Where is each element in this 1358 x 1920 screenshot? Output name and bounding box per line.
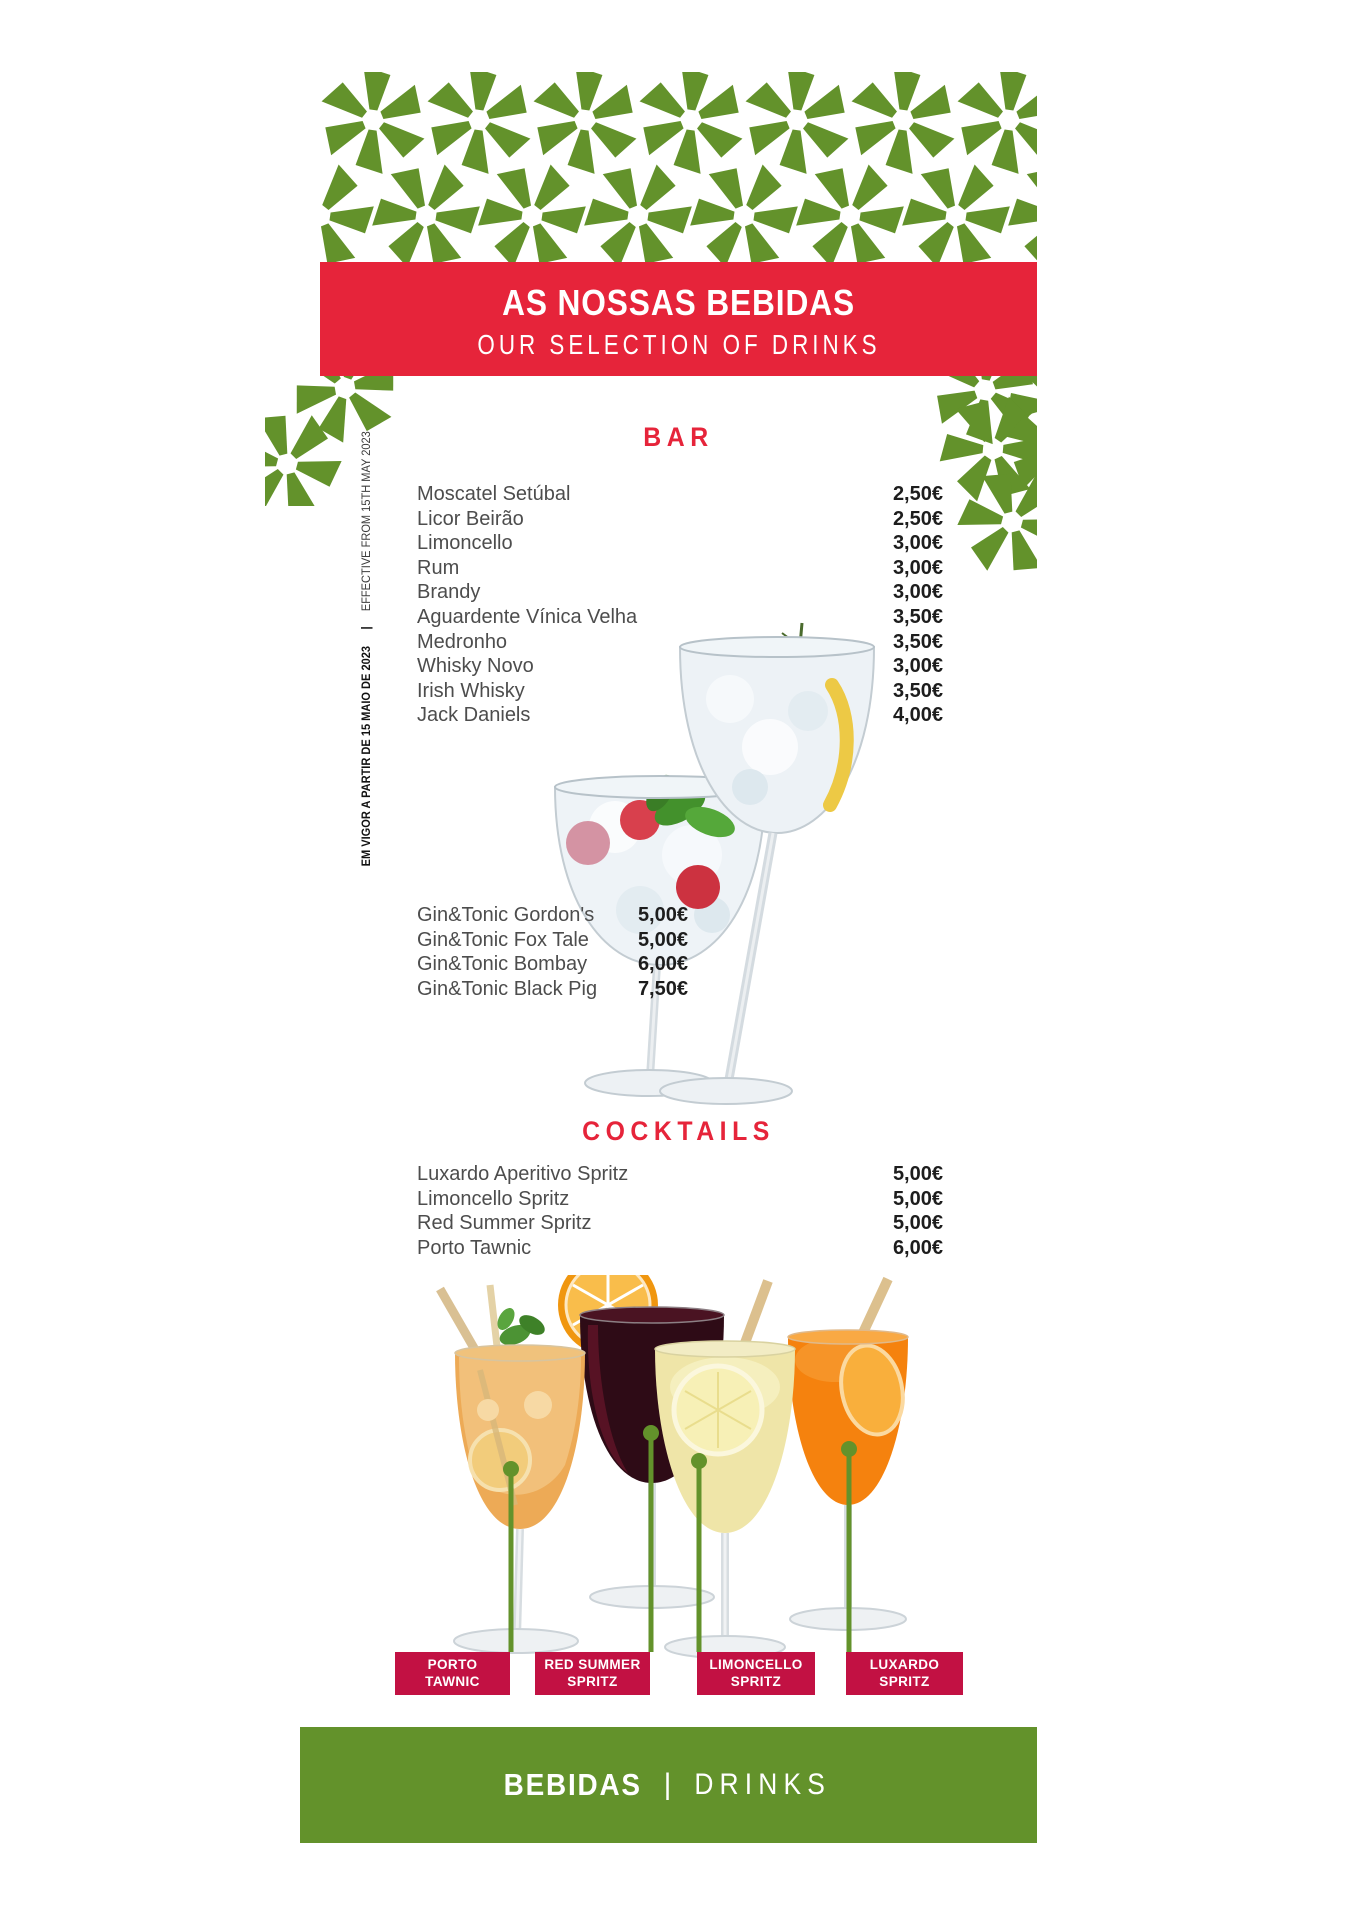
glass-foot xyxy=(454,1629,578,1653)
connector-dot xyxy=(503,1461,519,1477)
item-name: Rum xyxy=(417,556,460,579)
menu-item-row xyxy=(417,903,688,928)
menu-item-row xyxy=(417,1187,943,1212)
gin-tonic-glasses-illustration xyxy=(540,615,880,1115)
item-name: Gin&Tonic Bombay xyxy=(417,953,588,976)
menu-item-row xyxy=(417,482,943,507)
item-price: 3,50€ xyxy=(892,630,943,653)
raspberry-pale xyxy=(566,821,610,865)
cocktail-tag-limoncello-spritz xyxy=(697,1652,815,1695)
item-price: 4,00€ xyxy=(892,704,943,727)
footer-title-pt: BEBIDAS xyxy=(503,1767,642,1802)
asterisk-pattern-fill xyxy=(320,72,1037,262)
connector-dot xyxy=(841,1441,857,1457)
ice-cube xyxy=(788,691,828,731)
asterisk-cluster-right xyxy=(930,376,1037,571)
asterisk-pattern-band xyxy=(320,72,1037,262)
item-price: 3,00€ xyxy=(892,581,943,604)
item-name: Limoncello Spritz xyxy=(417,1187,570,1210)
glass-rim xyxy=(455,1345,585,1361)
cocktail-tag-porto-tawnic xyxy=(395,1652,510,1695)
mint-garnish xyxy=(494,1305,548,1349)
item-price: 7,50€ xyxy=(637,977,688,1000)
item-name: Jack Daniels xyxy=(417,704,531,727)
menu-item-row xyxy=(417,928,688,953)
footer-divider: | xyxy=(663,1768,672,1801)
connector-dot xyxy=(643,1425,659,1441)
tag-line2: SPRITZ xyxy=(730,1673,782,1689)
validity-text-en: EFFECTIVE FROM 15TH MAY 2023 xyxy=(359,431,373,612)
item-name: Limoncello xyxy=(417,532,513,555)
item-name: Irish Whisky xyxy=(417,679,525,702)
glass-rim xyxy=(680,637,874,657)
cocktail-glasses-illustration xyxy=(380,1275,980,1665)
ice-cube xyxy=(742,719,798,775)
item-price: 3,50€ xyxy=(892,679,943,702)
tag-line1: RED SUMMER xyxy=(544,1657,641,1673)
page-subtitle: OUR SELECTION OF DRINKS xyxy=(476,328,881,360)
item-name: Gin&Tonic Black Pig xyxy=(417,977,598,1000)
glass-rim xyxy=(655,1341,795,1357)
item-price: 3,00€ xyxy=(892,532,943,555)
glass-foot xyxy=(660,1078,792,1104)
menu-item-row xyxy=(417,1162,943,1187)
tag-line1: PORTO xyxy=(427,1657,478,1673)
item-price: 3,50€ xyxy=(892,605,943,628)
item-name: Red Summer Spritz xyxy=(417,1212,592,1235)
menu-item-row xyxy=(417,556,943,581)
menu-item-row xyxy=(417,977,688,1002)
item-name: Gin&Tonic Fox Tale xyxy=(417,928,589,951)
menu-item-row xyxy=(417,1236,943,1261)
footer-banner xyxy=(300,1727,1037,1843)
menu-item-row xyxy=(417,507,943,532)
item-price: 5,00€ xyxy=(637,904,688,926)
item-name: Gin&Tonic Gordon's xyxy=(417,904,595,926)
item-price: 5,00€ xyxy=(892,1163,943,1185)
item-price: 5,00€ xyxy=(892,1187,943,1210)
tag-line1: LUXARDO xyxy=(869,1657,940,1673)
tag-line2: SPRITZ xyxy=(567,1673,618,1689)
item-price: 6,00€ xyxy=(637,953,688,976)
item-name: Luxardo Aperitivo Spritz xyxy=(417,1163,629,1185)
item-name: Porto Tawnic xyxy=(417,1236,532,1259)
item-name: Brandy xyxy=(417,581,481,604)
straw xyxy=(490,1285,498,1355)
item-name: Moscatel Setúbal xyxy=(417,483,571,505)
item-price: 2,50€ xyxy=(892,483,943,505)
item-price: 5,00€ xyxy=(892,1212,943,1235)
glass-rim xyxy=(788,1330,908,1344)
cocktail-tag-luxardo-spritz xyxy=(846,1652,963,1695)
item-price: 3,00€ xyxy=(892,655,943,678)
straw xyxy=(440,1289,478,1355)
cocktails-heading: COCKTAILS xyxy=(582,1116,775,1146)
page-title: AS NOSSAS BEBIDAS xyxy=(502,281,855,323)
straw xyxy=(862,1279,888,1335)
tag-line2: SPRITZ xyxy=(879,1673,930,1689)
item-name: Aguardente Vínica Velha xyxy=(417,605,638,628)
item-name: Licor Beirão xyxy=(417,507,524,530)
menu-item-row xyxy=(417,580,943,605)
item-price: 6,00€ xyxy=(892,1236,943,1259)
lemon-slice-in-glass xyxy=(674,1366,762,1454)
connector-dot xyxy=(691,1453,707,1469)
item-name: Medronho xyxy=(417,630,508,653)
validity-note xyxy=(352,431,380,867)
ice-cube xyxy=(732,769,768,805)
tag-line1: LIMONCELLO xyxy=(709,1657,803,1673)
item-price: 3,00€ xyxy=(892,556,943,579)
item-price: 5,00€ xyxy=(637,928,688,951)
cocktail-tag-red-summer-spritz xyxy=(535,1652,650,1695)
item-name: Whisky Novo xyxy=(417,655,534,678)
footer-title-en: DRINKS xyxy=(694,1768,832,1801)
glass-rim xyxy=(580,1307,724,1323)
title-banner xyxy=(320,262,1037,376)
tag-line2: TAWNIC xyxy=(425,1673,480,1689)
ice-cube xyxy=(706,675,754,723)
item-price: 2,50€ xyxy=(892,507,943,530)
straw xyxy=(742,1281,768,1351)
bar-heading: BAR xyxy=(643,422,714,452)
menu-item-row xyxy=(417,1211,943,1236)
cocktails-price-list xyxy=(417,1162,943,1260)
menu-item-row xyxy=(417,952,688,977)
validity-divider: | xyxy=(359,626,373,630)
menu-item-row xyxy=(417,531,943,556)
gin-tonic-price-list xyxy=(417,903,688,1001)
validity-text-pt: EM VIGOR A PARTIR DE 15 MAIO DE 2023 xyxy=(359,646,373,867)
